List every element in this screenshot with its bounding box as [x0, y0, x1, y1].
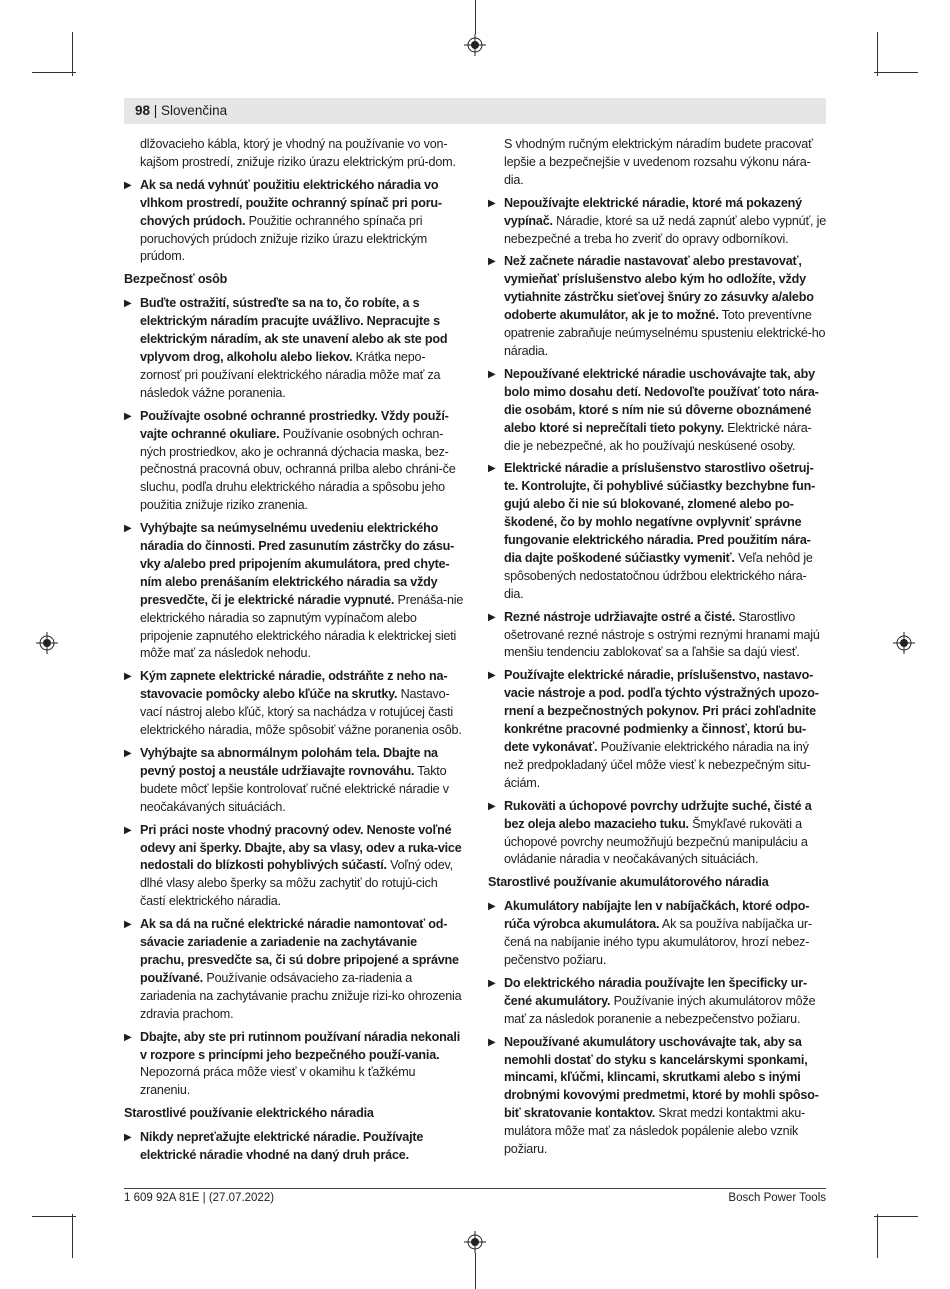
bullet-arrow-icon: ▶: [488, 256, 496, 268]
header-bar: [124, 98, 826, 124]
bullet-text: Veľa nehôd je spôsobených nedostatočnou údržbou elektrického nára-dia.: [504, 550, 813, 601]
safety-bullet: [488, 1034, 826, 1159]
safety-bullet: [488, 460, 826, 603]
bullet-arrow-icon: ▶: [488, 368, 496, 380]
bullet-bold-text: Rezné nástroje udržiavajte ostré a čisté.: [504, 609, 736, 624]
section-heading: Starostlivé používanie elektrického náradia: [124, 1106, 374, 1121]
section-heading: Starostlivé používanie akumulátorového náradia: [488, 875, 769, 890]
bullet-bold-text: Nepoužívané akumulátory uschovávajte tak, aby sa nemohli dostať do styku s kancelárskymi sponkami, mincami, kľúčmi, klincami, skrutkami alebo s inými drobnými kovovými predmetmi, ktoré by mohli spôso-biť skratovanie kontaktov.: [504, 1034, 819, 1121]
header-separator: |: [150, 103, 162, 118]
bullet-arrow-icon: ▶: [488, 977, 496, 989]
bullet-arrow-icon: ▶: [488, 670, 496, 682]
bullet-bold-text: Ak sa nedá vyhnúť použitiu elektrického náradia vo vlhkom prostredí, použite ochranný spínač pri poru-chových prúdoch.: [140, 177, 442, 228]
safety-bullet: [488, 609, 826, 663]
registration-mark-icon: [464, 1231, 486, 1253]
bullet-text: Používanie iných akumulátorov môže mať za následok poranenie a nebezpečenstvo požiaru.: [504, 993, 816, 1026]
bullet-text: Toto preventívne opatrenie zabraňuje neúmyselnému spusteniu elektrické-ho náradia.: [504, 308, 826, 358]
safety-bullet: [124, 177, 464, 267]
bullet-text: Voľný odev, dlhé vlasy alebo šperky sa môžu zachytiť do rotujú-cich častí elektrického náradia.: [140, 858, 453, 909]
bullet-arrow-icon: ▶: [488, 1036, 496, 1048]
page-header: [135, 103, 227, 119]
bullet-arrow-icon: ▶: [124, 298, 132, 310]
safety-bullet: [124, 1029, 464, 1101]
crop-mark: [874, 72, 918, 73]
bullet-text: Ak sa používa nabíjačka ur-čená na nabíjanie iného typu akumulátorov, hrozí nebez-pečenstvo požiaru.: [504, 917, 812, 967]
bullet-text: Náradie, ktoré sa už nedá zapnúť alebo vypnúť, je nebezpečné a treba ho zveriť do opravy odborníkovi.: [504, 213, 826, 246]
bullet-bold-text: Nepoužívajte elektrické náradie, ktoré má pokazený vypínač.: [504, 195, 802, 228]
bullet-arrow-icon: ▶: [124, 824, 132, 836]
bullet-bold-text: Používajte osobné ochranné prostriedky. Vždy použí-vajte ochranné okuliare.: [140, 408, 449, 441]
bullet-bold-text: Nepoužívané elektrické náradie uschovávajte tak, aby bolo mimo dosahu detí. Nedovoľte používať toto nára-die osobám, ktoré s ním nie sú dôverne oboznámené alebo ktoré si neprečítali tieto pokyny.: [504, 366, 819, 435]
safety-bullet: [488, 898, 826, 970]
bullet-arrow-icon: ▶: [124, 1031, 132, 1043]
safety-bullet: [124, 916, 464, 1023]
footer-divider: [124, 1188, 826, 1189]
bullet-bold-text: Než začnete náradie nastavovať alebo prestavovať, vymieňať príslušenstvo alebo kým ho odložíte, vždy vytiahnite zástrčku sieťovej šnúry zo zásuvky a/alebo odoberte akumulátor, ak je to možné.: [504, 254, 814, 323]
bullet-text: Šmykľavé rukoväti a úchopové povrchy neumožňujú bezpečnú manipuláciu a ovládanie náradia v neočakávaných situáciách.: [504, 816, 808, 867]
bullet-bold-text: Akumulátory nabíjajte len v nabíjačkách, ktoré odpo-rúča výrobca akumulátora.: [504, 899, 810, 932]
bullet-text: Nastavo-vací nástroj alebo kľúč, ktorý sa nachádza v rotujúcej časti elektrického náradia, môže spôsobiť vážne poranenia osôb.: [140, 687, 462, 738]
bullet-text: Použitie ochranného spínača pri poruchových prúdoch znižuje riziko úrazu elektrickým prúdom.: [140, 213, 428, 264]
bullet-arrow-icon: ▶: [488, 800, 496, 812]
bullet-text: Takto budete môcť lepšie kontrolovať ručné elektrické náradie v neočakávaných situáciách.: [140, 763, 449, 814]
right-column: [488, 136, 826, 1164]
footer-brand: Bosch Power Tools: [728, 1192, 826, 1204]
crop-mark: [877, 1214, 878, 1258]
bullet-text: Skrat medzi kontaktmi aku-mulátora môže mať za následok popálenie alebo vznik požiaru.: [504, 1106, 806, 1157]
safety-bullet: [124, 668, 464, 740]
bullet-text: Používanie odsávacieho za-riadenia a zariadenia na zachytávanie prachu znižuje rizi-ko ohrozenia zdravia prachom.: [140, 970, 462, 1021]
safety-bullet: [124, 1129, 464, 1165]
page-number: 98: [135, 103, 151, 118]
bullet-bold-text: Nikdy nepreťažujte elektrické náradie. Používajte elektrické náradie vhodné na daný druh práce.: [140, 1130, 424, 1163]
safety-bullet: [488, 975, 826, 1029]
safety-bullet: [488, 366, 826, 456]
bullet-text: Starostlivo ošetrované rezné nástroje s ostrými reznými hranami majú menšiu tendenciu zablokovať sa a ľahšie sa dajú viesť.: [504, 609, 820, 660]
bullet-text: Používanie osobných ochran-ných prostriedkov, ako je ochranná dýchacia maska, bez-pečnostná pracovná obuv, ochranná prilba alebo chráni-če sluchu, podľa druhu elektrického náradia a spôsobu jeho použitia znižuje riziko zranenia.: [140, 426, 456, 513]
bullet-arrow-icon: ▶: [488, 901, 496, 913]
header-language: Slovenčina: [161, 103, 228, 118]
bullet-bold-text: Rukoväti a úchopové povrchy udržujte suché, čisté a bez oleja alebo mazacieho tuku.: [504, 798, 812, 831]
safety-bullet: [124, 822, 464, 912]
bullet-arrow-icon: ▶: [488, 463, 496, 475]
bullet-text: Prenáša-nie elektrického náradia so zapnutým vypínačom alebo pripojenie zapnutého elektrického náradia k elektrickej sieti môže mať za následok nehodu.: [140, 592, 464, 661]
crop-mark: [877, 32, 878, 76]
bullet-bold-text: Vyhýbajte sa neúmyselnému uvedeniu elektrického náradia do činnosti. Pred zasunutím zástrčky do zásu-vky a/alebo pred pripojením akumulátora, pred chyte-ním alebo prenášaním elektrického náradia sa vždy presvedčte, či je elektrické náradie vypnuté.: [140, 521, 455, 607]
crop-mark: [475, 1253, 476, 1289]
bullet-bold-text: Ak sa dá na ručné elektrické náradie namontovať od-sávacie zariadenie a zariadenie na zachytávanie prachu, presvedčte sa, či sú dobre pripojené a správne používané.: [140, 917, 459, 985]
bullet-bold-text: Do elektrického náradia používajte len špecificky ur-čené akumulátory.: [504, 975, 807, 1008]
crop-mark: [72, 32, 73, 76]
bullet-arrow-icon: ▶: [124, 671, 132, 683]
section-heading: Bezpečnosť osôb: [124, 272, 228, 287]
left-column: [124, 136, 464, 1170]
safety-bullet: [124, 408, 464, 515]
crop-mark: [72, 1214, 73, 1258]
bullet-bold-text: Vyhýbajte sa abnormálnym polohám tela. Dbajte na pevný postoj a neustále udržiavajte rovnováhu.: [140, 746, 438, 778]
registration-mark-icon: [36, 632, 58, 654]
safety-bullet: [488, 798, 826, 870]
crop-mark: [475, 0, 476, 34]
crop-mark: [32, 1216, 76, 1217]
bullet-text: Krátka nepo-zornosť pri používaní elektrického náradia môže mať za následok vážne poranenia.: [140, 349, 441, 400]
bullet-arrow-icon: ▶: [124, 410, 132, 422]
bullet-bold-text: Elektrické náradie a príslušenstvo starostlivo ošetruj-te. Kontrolujte, či pohyblivé súčiastky bezchybne fun-gujú alebo či nie sú blokované, zlomené alebo po-škodené, čo by mohlo negatívne ovplyvniť správne fungovanie elektrického náradia. Pred použitím nára-dia dajte poškodené súčiastky vymeniť.: [504, 461, 816, 565]
bullet-text: Elektrické nára-die je nebezpečné, ak ho používajú neskúsené osoby.: [504, 420, 812, 453]
registration-mark-icon: [893, 632, 915, 654]
bullet-bold-text: Používajte elektrické náradie, príslušenstvo, nastavo-vacie nástroje a pod. podľa týchto výstražných upozo-rnení a bezpečnostných pokynov. Pri práci zohľadnite konkrétne pracovné podmienky a činnosť, ktorú bu-dete vykonávať.: [504, 668, 819, 754]
paragraph: S vhodným ručným elektrickým náradím budete pracovať lepšie a bezpečnejšie v uvedenom rozsahu výkonu nára-dia.: [504, 137, 813, 187]
bullet-bold-text: Dbajte, aby ste pri rutinnom používaní náradia nekonali v rozpore s princípmi jeho bezpečného použí-vania.: [140, 1029, 460, 1062]
bullet-arrow-icon: ▶: [488, 611, 496, 623]
bullet-arrow-icon: ▶: [124, 919, 132, 931]
safety-bullet: [124, 295, 464, 402]
footer-doc-code: 1 609 92A 81E | (27.07.2022): [124, 1192, 275, 1204]
safety-bullet: [488, 195, 826, 249]
bullet-arrow-icon: ▶: [124, 523, 132, 535]
safety-bullet: [124, 520, 464, 663]
registration-mark-icon: [464, 34, 486, 56]
bullet-bold-text: Buďte ostražití, sústreďte sa na to, čo robíte, a s elektrickým náradím pracujte uvážlivo. Nepracujte s elektrickým náradím, ak ste unavení alebo ak ste pod vplyvom drog, alkoholu alebo liekov.: [140, 296, 448, 364]
crop-mark: [32, 72, 76, 73]
crop-mark: [874, 1216, 918, 1217]
bullet-text: Používanie elektrického náradia na iný než predpokladaný účel môže viesť k nebezpečným situ-áciám.: [504, 740, 811, 790]
bullet-text: Nepozorná práca môže viesť v okamihu k ťažkému zraneniu.: [140, 1065, 416, 1098]
bullet-arrow-icon: ▶: [124, 1132, 132, 1144]
bullet-bold-text: Pri práci noste vhodný pracovný odev. Nenoste voľné odevy ani šperky. Dbajte, aby sa vlasy, odev a ruka-vice nedostali do blízkosti pohyblivých súčastí.: [140, 822, 462, 873]
bullet-arrow-icon: ▶: [488, 197, 496, 209]
bullet-arrow-icon: ▶: [124, 179, 132, 191]
safety-bullet: [124, 745, 464, 817]
bullet-bold-text: Kým zapnete elektrické náradie, odstráňte z neho na-stavovacie pomôcky alebo kľúče na skrutky.: [140, 669, 448, 702]
safety-bullet: [488, 667, 826, 792]
safety-bullet: [488, 253, 826, 360]
bullet-arrow-icon: ▶: [124, 748, 132, 759]
paragraph: dlžovacieho kábla, ktorý je vhodný na používanie vo von-kajšom prostredí, znižuje riziko úrazu elektrickým prú-dom.: [140, 137, 456, 169]
